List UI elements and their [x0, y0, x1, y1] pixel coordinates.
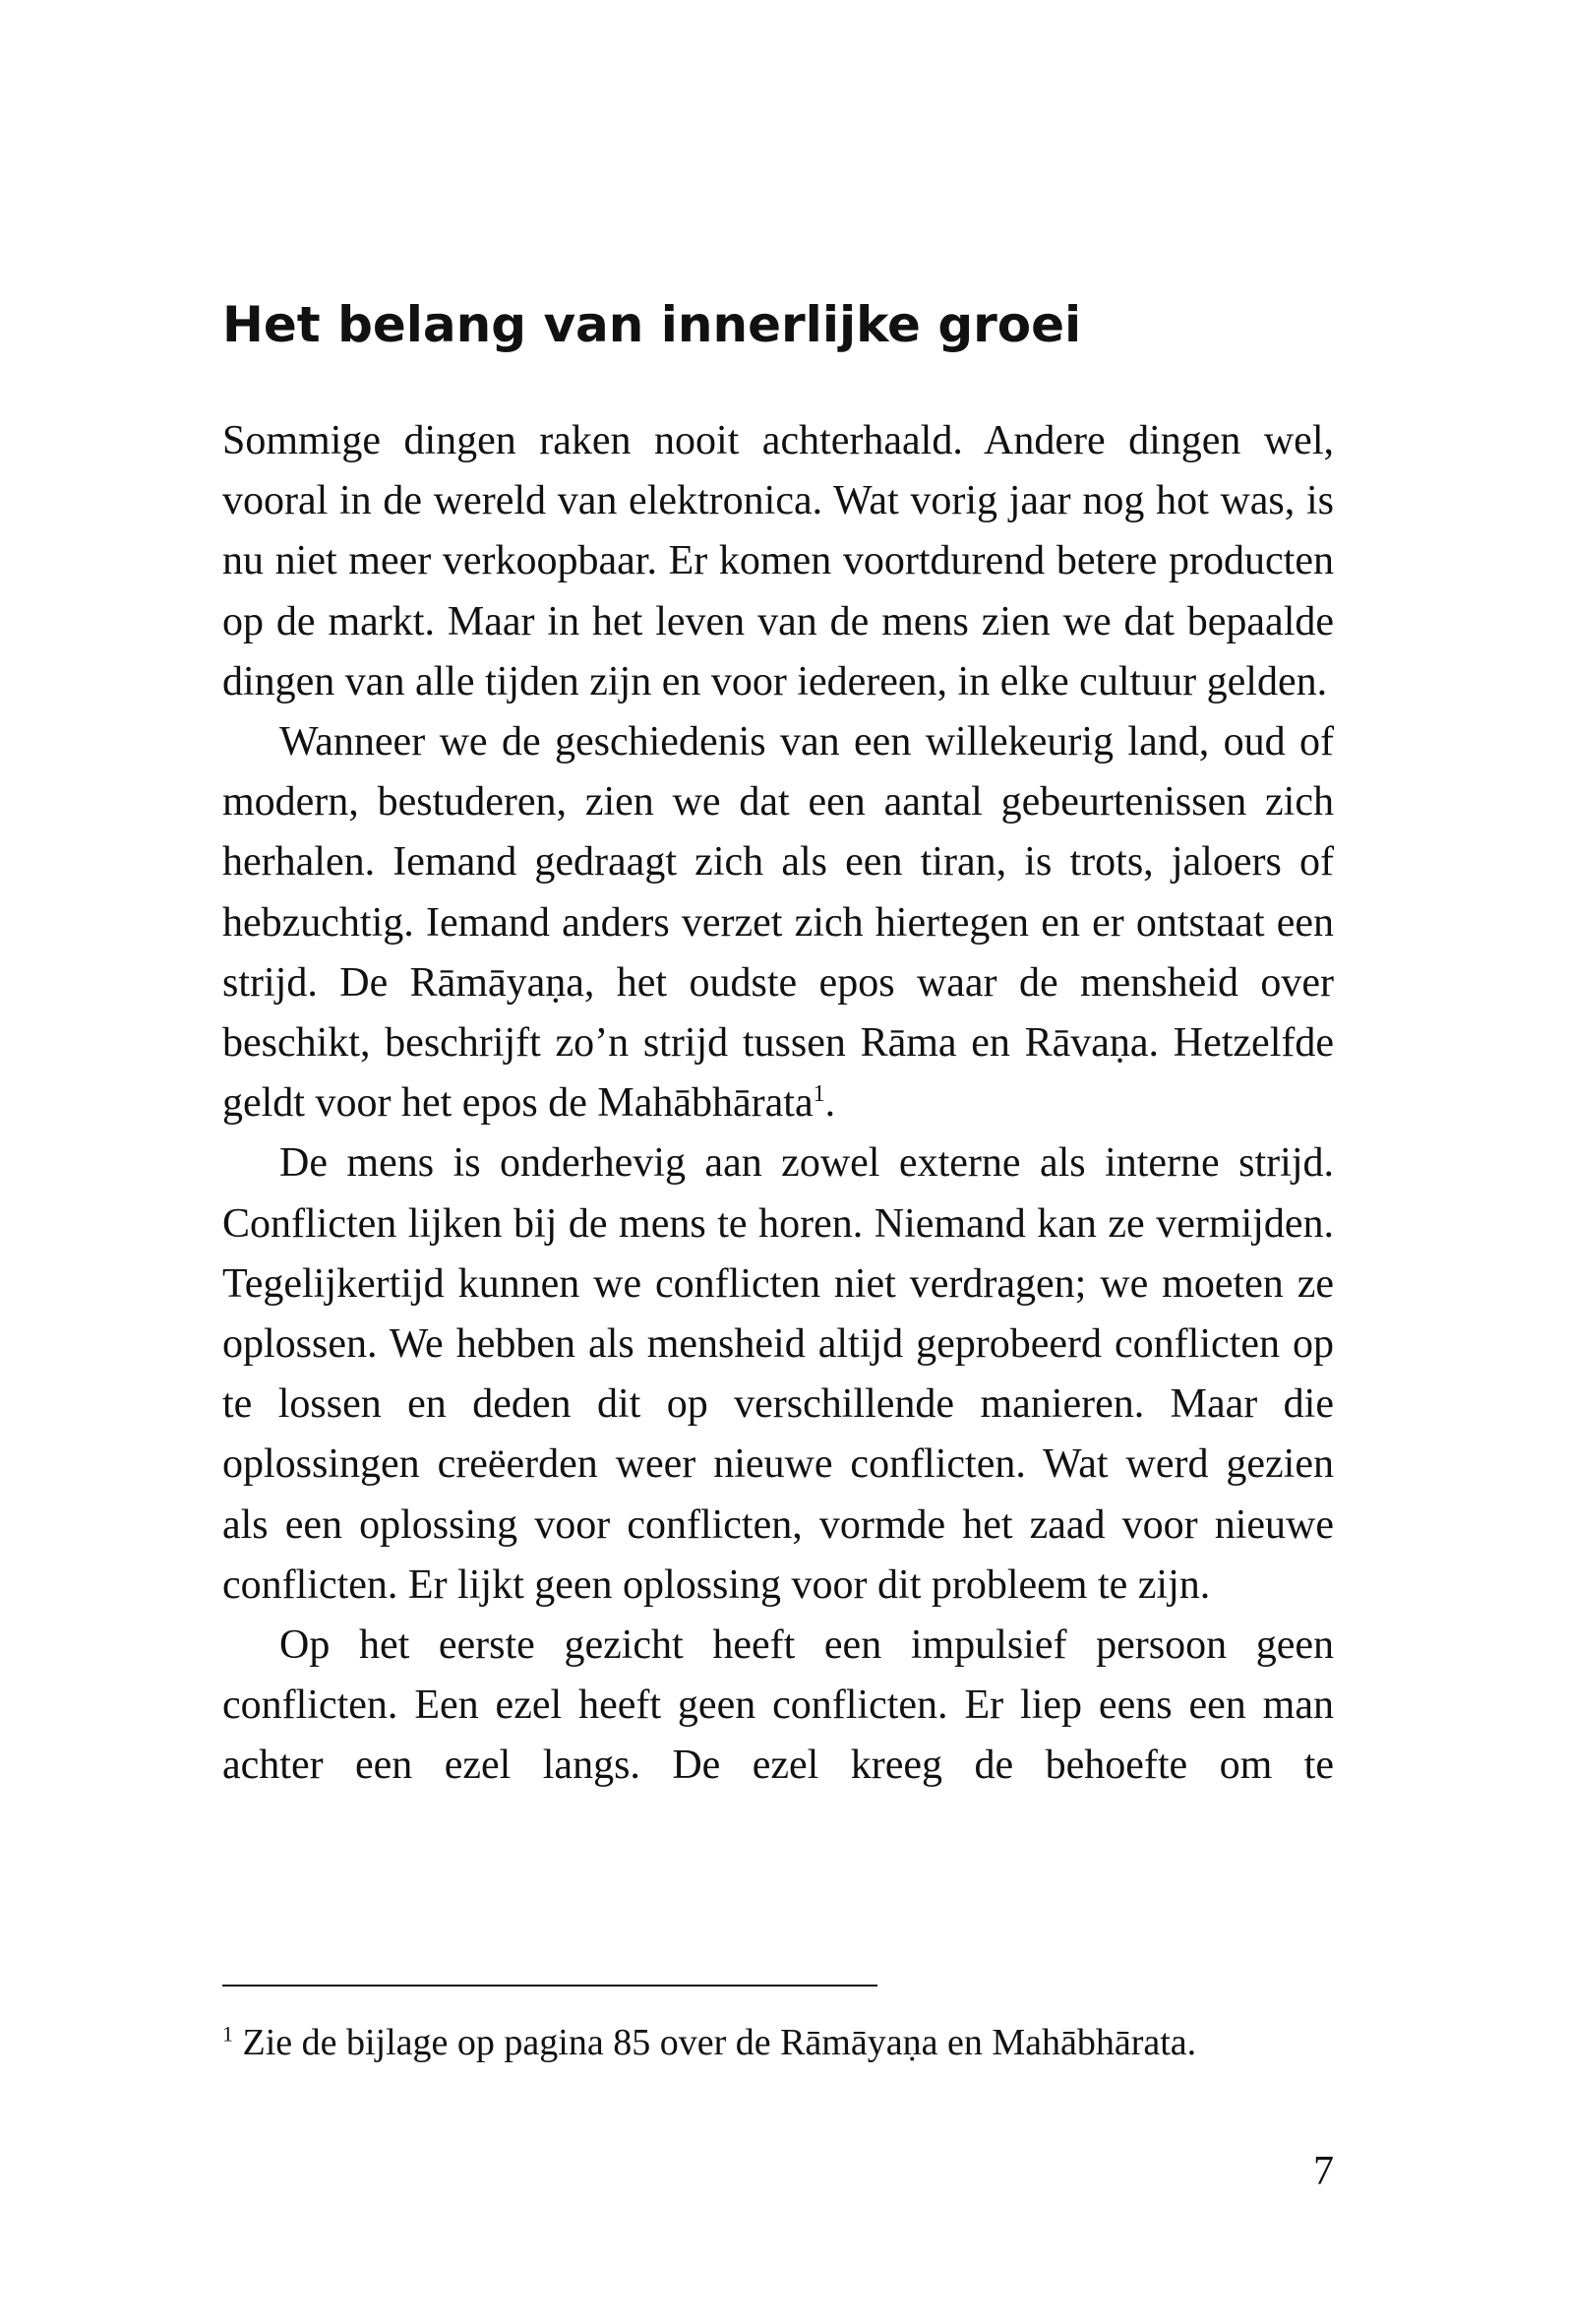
- footnote-divider: [222, 1985, 877, 1987]
- footnote-reference[interactable]: 1: [813, 1081, 825, 1108]
- paragraph-3: De mens is onderhevig aan zowel externe als interne strijd. Conflicten lijken bij de mens te horen. Niemand kan ze vermijden. Tegelijkertijd kunnen we conflicten niet verdragen; we moeten ze oplossen. We hebben als mensheid altijd geprobeerd conflicten op te lossen en deden dit op verschillende manieren. Maar die oplossingen creëerden weer nieuwe conflicten. Wat werd gezien als een oplossing voor conflicten, vormde het zaad voor nieuwe conflicten. Er lijkt geen oplossing voor dit probleem te zijn.: [222, 1140, 1334, 1608]
- footnote-text: Zie de bijlage op pagina 85 over de Rāmāyaṇa en Mahābhārata.: [242, 2022, 1197, 2063]
- paragraph-2: [222, 712, 1334, 1133]
- paragraph-1: Sommige dingen raken nooit achterhaald. Andere dingen wel, vooral in de wereld van elektronica. Wat vorig jaar nog hot was, is nu niet meer verkoopbaar. Er komen voortdurend betere producten op de markt. Maar in het leven van de mens zien we dat bepaalde dingen van alle tijden zijn en voor iedereen, in elke cultuur gelden.: [222, 418, 1334, 704]
- page-number: 7: [1313, 2149, 1334, 2194]
- chapter-title: Het belang van innerlijke groei: [222, 296, 1082, 353]
- paragraph-4: Op het eerste gezicht heeft een impulsief persoon geen conflicten. Een ezel heeft geen conflicten. Er liep eens een man achter een ezel langs. De ezel kreeg de behoefte om te: [222, 1622, 1334, 1789]
- body-text: [222, 411, 1334, 1797]
- footnote-marker: 1: [222, 2021, 233, 2047]
- paragraph-2-text: Wanneer we de geschiedenis van een willekeurig land, oud of modern, bestuderen, zien we dat een aantal gebeurtenissen zich herhalen. Iemand gedraagt zich als een tiran, is trots, jaloers of hebzuchtig. Iemand anders verzet zich hiertegen en er ontstaat een strijd. De Rāmāyaṇa, het oudste epos waar de mensheid over beschikt, beschrijft zo’n strijd tussen Rāma en Rāvaṇa. Hetzelfde geldt voor het epos de Mahābhārata: [222, 719, 1334, 1127]
- paragraph-2-end: .: [824, 1080, 836, 1127]
- footnote: [222, 2019, 1334, 2067]
